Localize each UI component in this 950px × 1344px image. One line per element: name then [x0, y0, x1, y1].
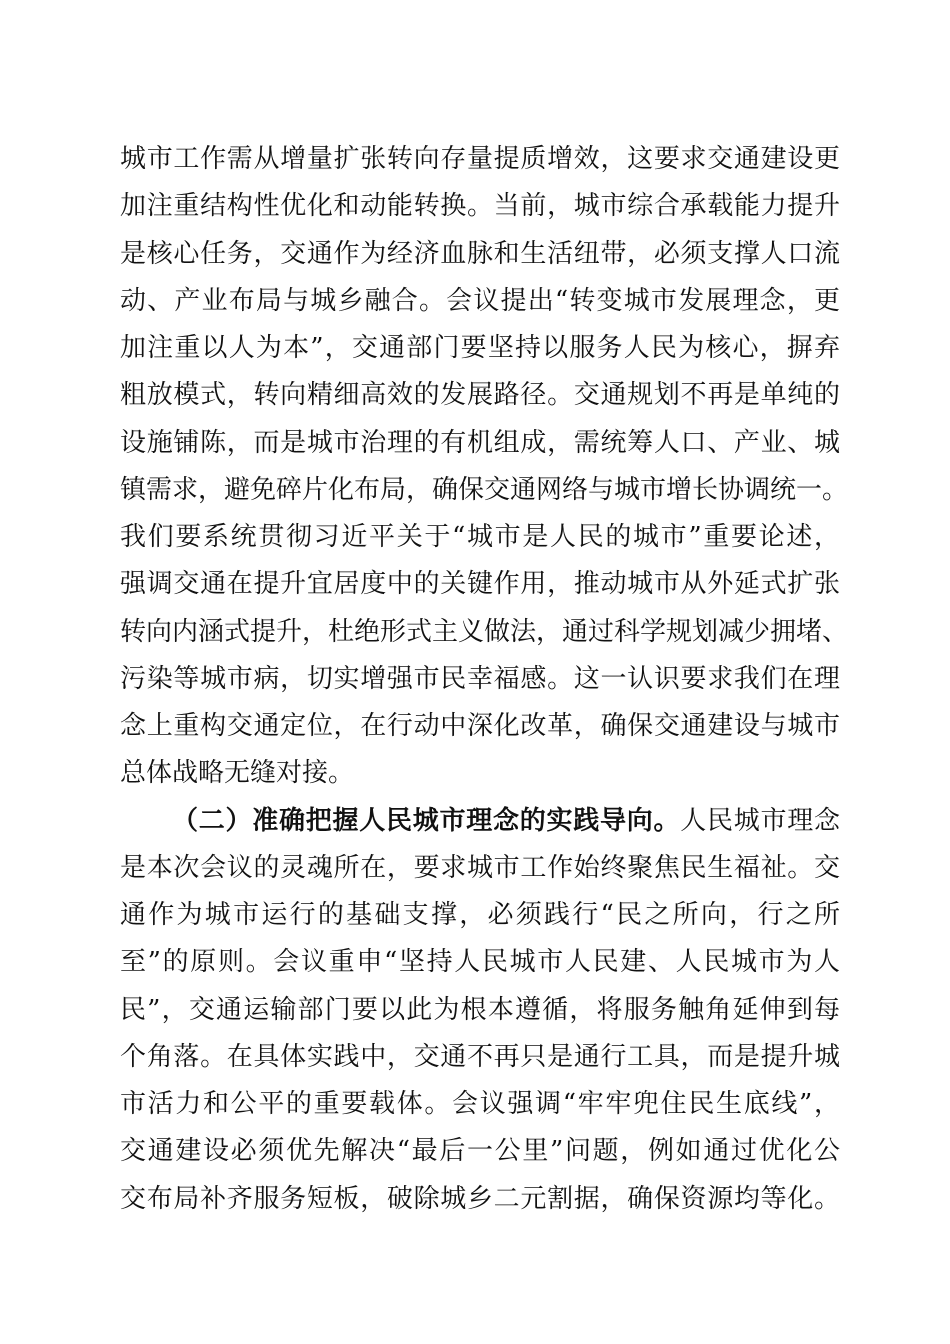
text-line: 强调交通在提升宜居度中的关键作用，推动城市从外延式扩张	[120, 569, 840, 600]
text-line: 民”，交通运输部门要以此为根本遵循，将服务触角延伸到每	[120, 994, 840, 1025]
text-line: 是本次会议的灵魂所在，要求城市工作始终聚焦民生福祉。交	[120, 852, 840, 883]
text-line: 交通建设必须优先解决“最后一公里”问题，例如通过优化公	[120, 1136, 840, 1167]
text-line: 加注重以人为本”，交通部门要坚持以服务人民为核心，摒弃	[120, 333, 840, 363]
section-heading: （二）准确把握人民城市理念的实践导向。	[172, 805, 681, 836]
text-line: 加注重结构性优化和动能转换。当前，城市综合承载能力提升	[120, 191, 840, 222]
text-line: 我们要系统贯彻习近平关于“城市是人民的城市”重要论述，	[120, 522, 840, 552]
text-line: 至”的原则。会议重申“坚持人民城市人民建、人民城市为人	[120, 947, 840, 978]
document-body	[120, 136, 849, 1223]
text-line: 污染等城市病，切实增强市民幸福感。这一认识要求我们在理	[120, 663, 840, 694]
text-line: 城市工作需从增量扩张转向存量提质增效，这要求交通建设更	[120, 144, 840, 174]
text-line: 念上重构交通定位，在行动中深化改革，确保交通建设与城市	[120, 711, 840, 741]
text-line: 镇需求，避免碎片化布局，确保交通网络与城市增长协调统一。	[120, 474, 849, 505]
text-line: 转向内涵式提升，杜绝形式主义做法，通过科学规划减少拥堵、	[120, 616, 849, 647]
paragraph-2	[120, 798, 840, 1223]
heading-followup-text: 人民城市理念	[680, 805, 840, 836]
text-line: 动、产业布局与城乡融合。会议提出“转变城市发展理念，更	[120, 285, 840, 316]
text-line: 市活力和公平的重要载体。会议强调“牢牢兜住民生底线”，	[120, 1089, 840, 1119]
paragraph-1	[120, 136, 849, 798]
text-line: 总体战略无缝对接。	[120, 758, 355, 789]
text-line: 交布局补齐服务短板，破除城乡二元割据，确保资源均等化。	[120, 1183, 840, 1214]
text-line: 通作为城市运行的基础支撑，必须践行“民之所向，行之所	[120, 900, 840, 930]
text-line: 个角落。在具体实践中，交通不再只是通行工具，而是提升城	[120, 1041, 840, 1072]
text-line: 粗放模式，转向精细高效的发展路径。交通规划不再是单纯的	[120, 380, 840, 411]
text-line: 设施铺陈，而是城市治理的有机组成，需统筹人口、产业、城	[120, 427, 840, 458]
paragraph-2-first-line	[120, 798, 840, 845]
text-line: 是核心任务，交通作为经济血脉和生活纽带，必须支撑人口流	[120, 238, 840, 269]
